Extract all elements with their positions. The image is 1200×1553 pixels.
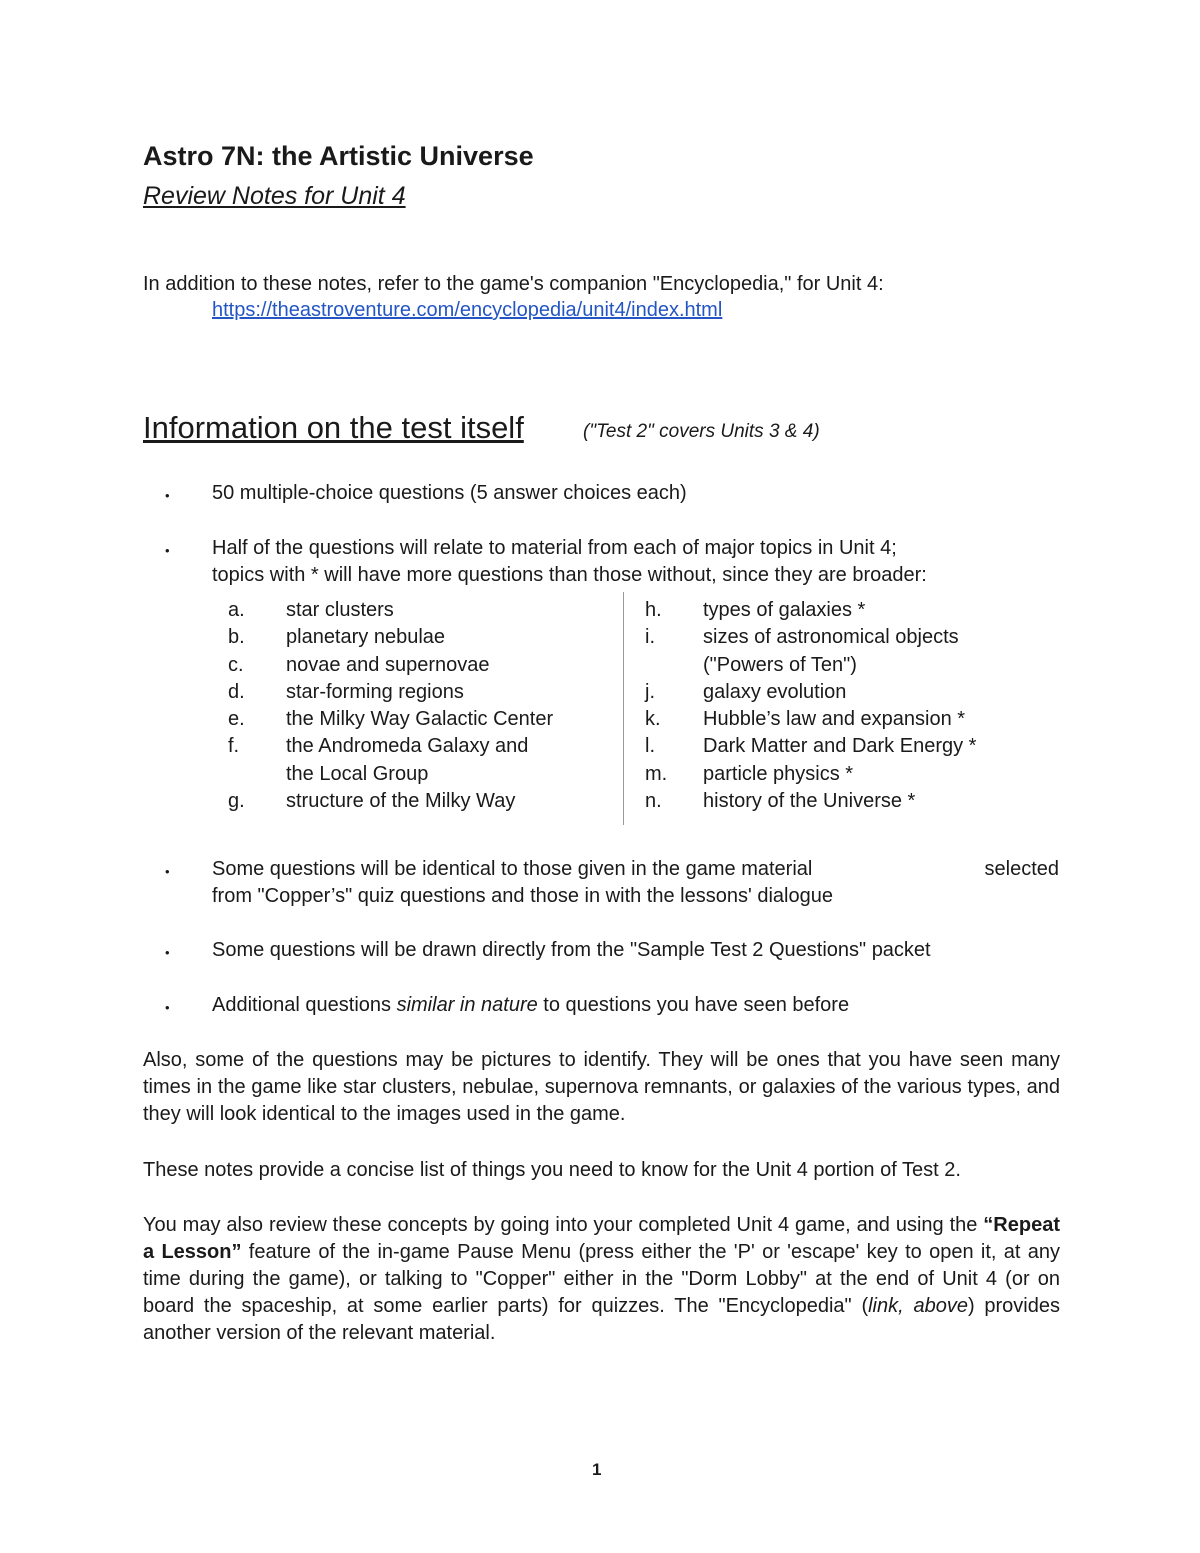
document-title: Astro 7N: the Artistic Universe bbox=[143, 141, 534, 171]
topic-text: novae and supernovae bbox=[286, 653, 490, 676]
document-subtitle: Review Notes for Unit 4 bbox=[143, 182, 406, 210]
topic-letter: f. bbox=[228, 735, 240, 758]
topic-item bbox=[645, 761, 976, 788]
topic-letter: n. bbox=[645, 790, 662, 813]
intro-text: In addition to these notes, refer to the game's companion "Encyclopedia," for Unit 4: bbox=[143, 273, 884, 295]
topic-letter bbox=[645, 652, 703, 679]
topic-letter: e. bbox=[228, 708, 245, 731]
topic-item bbox=[228, 788, 553, 815]
topic-item bbox=[645, 706, 976, 733]
bullet-marker: • bbox=[165, 488, 170, 503]
section-heading: Information on the test itself bbox=[143, 410, 524, 445]
bullet5-pre: Additional questions bbox=[212, 994, 397, 1016]
topic-letter: d. bbox=[228, 680, 245, 703]
bullet-item-topics-line2: topics with * will have more questions than those without, since they are broader: bbox=[212, 564, 927, 586]
topic-text: Hubble’s law and expansion * bbox=[703, 708, 966, 731]
topic-text: structure of the Milky Way bbox=[286, 790, 516, 813]
topic-text: the Milky Way Galactic Center bbox=[286, 708, 554, 731]
bullet-marker: • bbox=[165, 1000, 170, 1015]
topic-item bbox=[645, 652, 976, 679]
topic-text: types of galaxies * bbox=[703, 599, 866, 621]
paragraph-pictures: Also, some of the questions may be pictures to identify. They will be ones that you have seen many times in the game like star clusters, nebulae, supernova remnants, or galaxies of the various types, and they will look identical to the images used in the game. bbox=[143, 1049, 1060, 1125]
topic-text: particle physics * bbox=[703, 762, 854, 785]
bullet-marker: • bbox=[165, 945, 170, 960]
paragraph-review bbox=[143, 1212, 1060, 1347]
topic-item bbox=[645, 788, 976, 815]
bullet-item-identical-line1b: selected bbox=[984, 858, 1059, 880]
topic-text: history of the Universe * bbox=[703, 790, 916, 813]
topic-letter: k. bbox=[645, 708, 661, 731]
topic-text: star-forming regions bbox=[286, 680, 464, 703]
bullet-marker: • bbox=[165, 864, 170, 879]
topic-text: Dark Matter and Dark Energy * bbox=[703, 735, 977, 758]
review-link-ref: link, above bbox=[868, 1295, 968, 1317]
topic-letter: j. bbox=[645, 680, 655, 703]
bullet-marker: • bbox=[165, 543, 170, 558]
review-mid: feature of the in-game Pause Menu (press either the 'P' or 'escape' key to open it, at any time during the game), or talking to "Copper" either in the "Dorm Lobby" at the end of Unit 4 (or on board the spaceship, at some earlier parts) for quizzes. The "Encyclopedia" ( bbox=[143, 1241, 1061, 1317]
topics-right-column bbox=[645, 597, 976, 815]
topic-text: the Andromeda Galaxy and bbox=[286, 735, 529, 758]
topic-item bbox=[228, 597, 553, 624]
topic-letter: h. bbox=[645, 599, 662, 621]
page-number: 1 bbox=[592, 1460, 602, 1479]
topic-letter: l. bbox=[645, 735, 655, 758]
topic-item bbox=[645, 624, 976, 651]
repeat-lesson-label: “Repeat a Lesson” bbox=[143, 1214, 1060, 1263]
bullet-item-topics-line1: Half of the questions will relate to material from each of major topics in Unit 4; bbox=[212, 537, 897, 559]
topic-letter: i. bbox=[645, 626, 655, 649]
topic-item bbox=[645, 733, 976, 760]
topic-text: star clusters bbox=[286, 599, 394, 621]
paragraph-concise: These notes provide a concise list of things you need to know for the Unit 4 portion of Test 2. bbox=[143, 1159, 961, 1181]
topic-item bbox=[228, 624, 553, 651]
encyclopedia-link[interactable]: https://theastroventure.com/encyclopedia/unit4/index.html bbox=[212, 299, 723, 321]
topic-item bbox=[645, 679, 976, 706]
topic-item bbox=[645, 597, 976, 624]
topic-letter: g. bbox=[228, 790, 245, 813]
section-note: ("Test 2" covers Units 3 & 4) bbox=[583, 421, 820, 442]
topic-letter bbox=[228, 761, 286, 788]
topic-item bbox=[228, 761, 553, 788]
bullet-item-identical-line1a: Some questions will be identical to those given in the game material bbox=[212, 858, 813, 880]
topic-text: sizes of astronomical objects bbox=[703, 626, 959, 649]
bullet-item-sample-test: Some questions will be drawn directly from the "Sample Test 2 Questions" packet bbox=[212, 939, 931, 961]
topic-item bbox=[228, 679, 553, 706]
topics-left-column bbox=[228, 597, 553, 815]
review-pre: You may also review these concepts by going into your completed Unit 4 game, and using the bbox=[143, 1214, 984, 1236]
bullet-item-identical-line2: from "Copper’s" quiz questions and those in with the lessons' dialogue bbox=[212, 885, 833, 907]
bullet-item-similar bbox=[212, 992, 849, 1019]
column-divider bbox=[623, 592, 624, 825]
bullet-item-question-count: 50 multiple-choice questions (5 answer choices each) bbox=[212, 482, 687, 504]
topic-letter: b. bbox=[228, 626, 245, 649]
topic-letter: m. bbox=[645, 762, 668, 785]
topic-item bbox=[228, 652, 553, 679]
bullet5-post: to questions you have seen before bbox=[537, 994, 850, 1016]
topic-letter: c. bbox=[228, 653, 244, 676]
topic-item bbox=[228, 706, 553, 733]
bullet5-emphasis: similar in nature bbox=[396, 994, 538, 1016]
topic-text: the Local Group bbox=[286, 762, 429, 785]
review-post: ) provides another version of the relevant material. bbox=[143, 1295, 1060, 1344]
topic-text: planetary nebulae bbox=[286, 626, 446, 649]
topic-text: ("Powers of Ten") bbox=[703, 653, 857, 676]
topic-letter: a. bbox=[228, 599, 245, 621]
topic-text: galaxy evolution bbox=[703, 680, 847, 703]
topic-item bbox=[228, 733, 553, 760]
